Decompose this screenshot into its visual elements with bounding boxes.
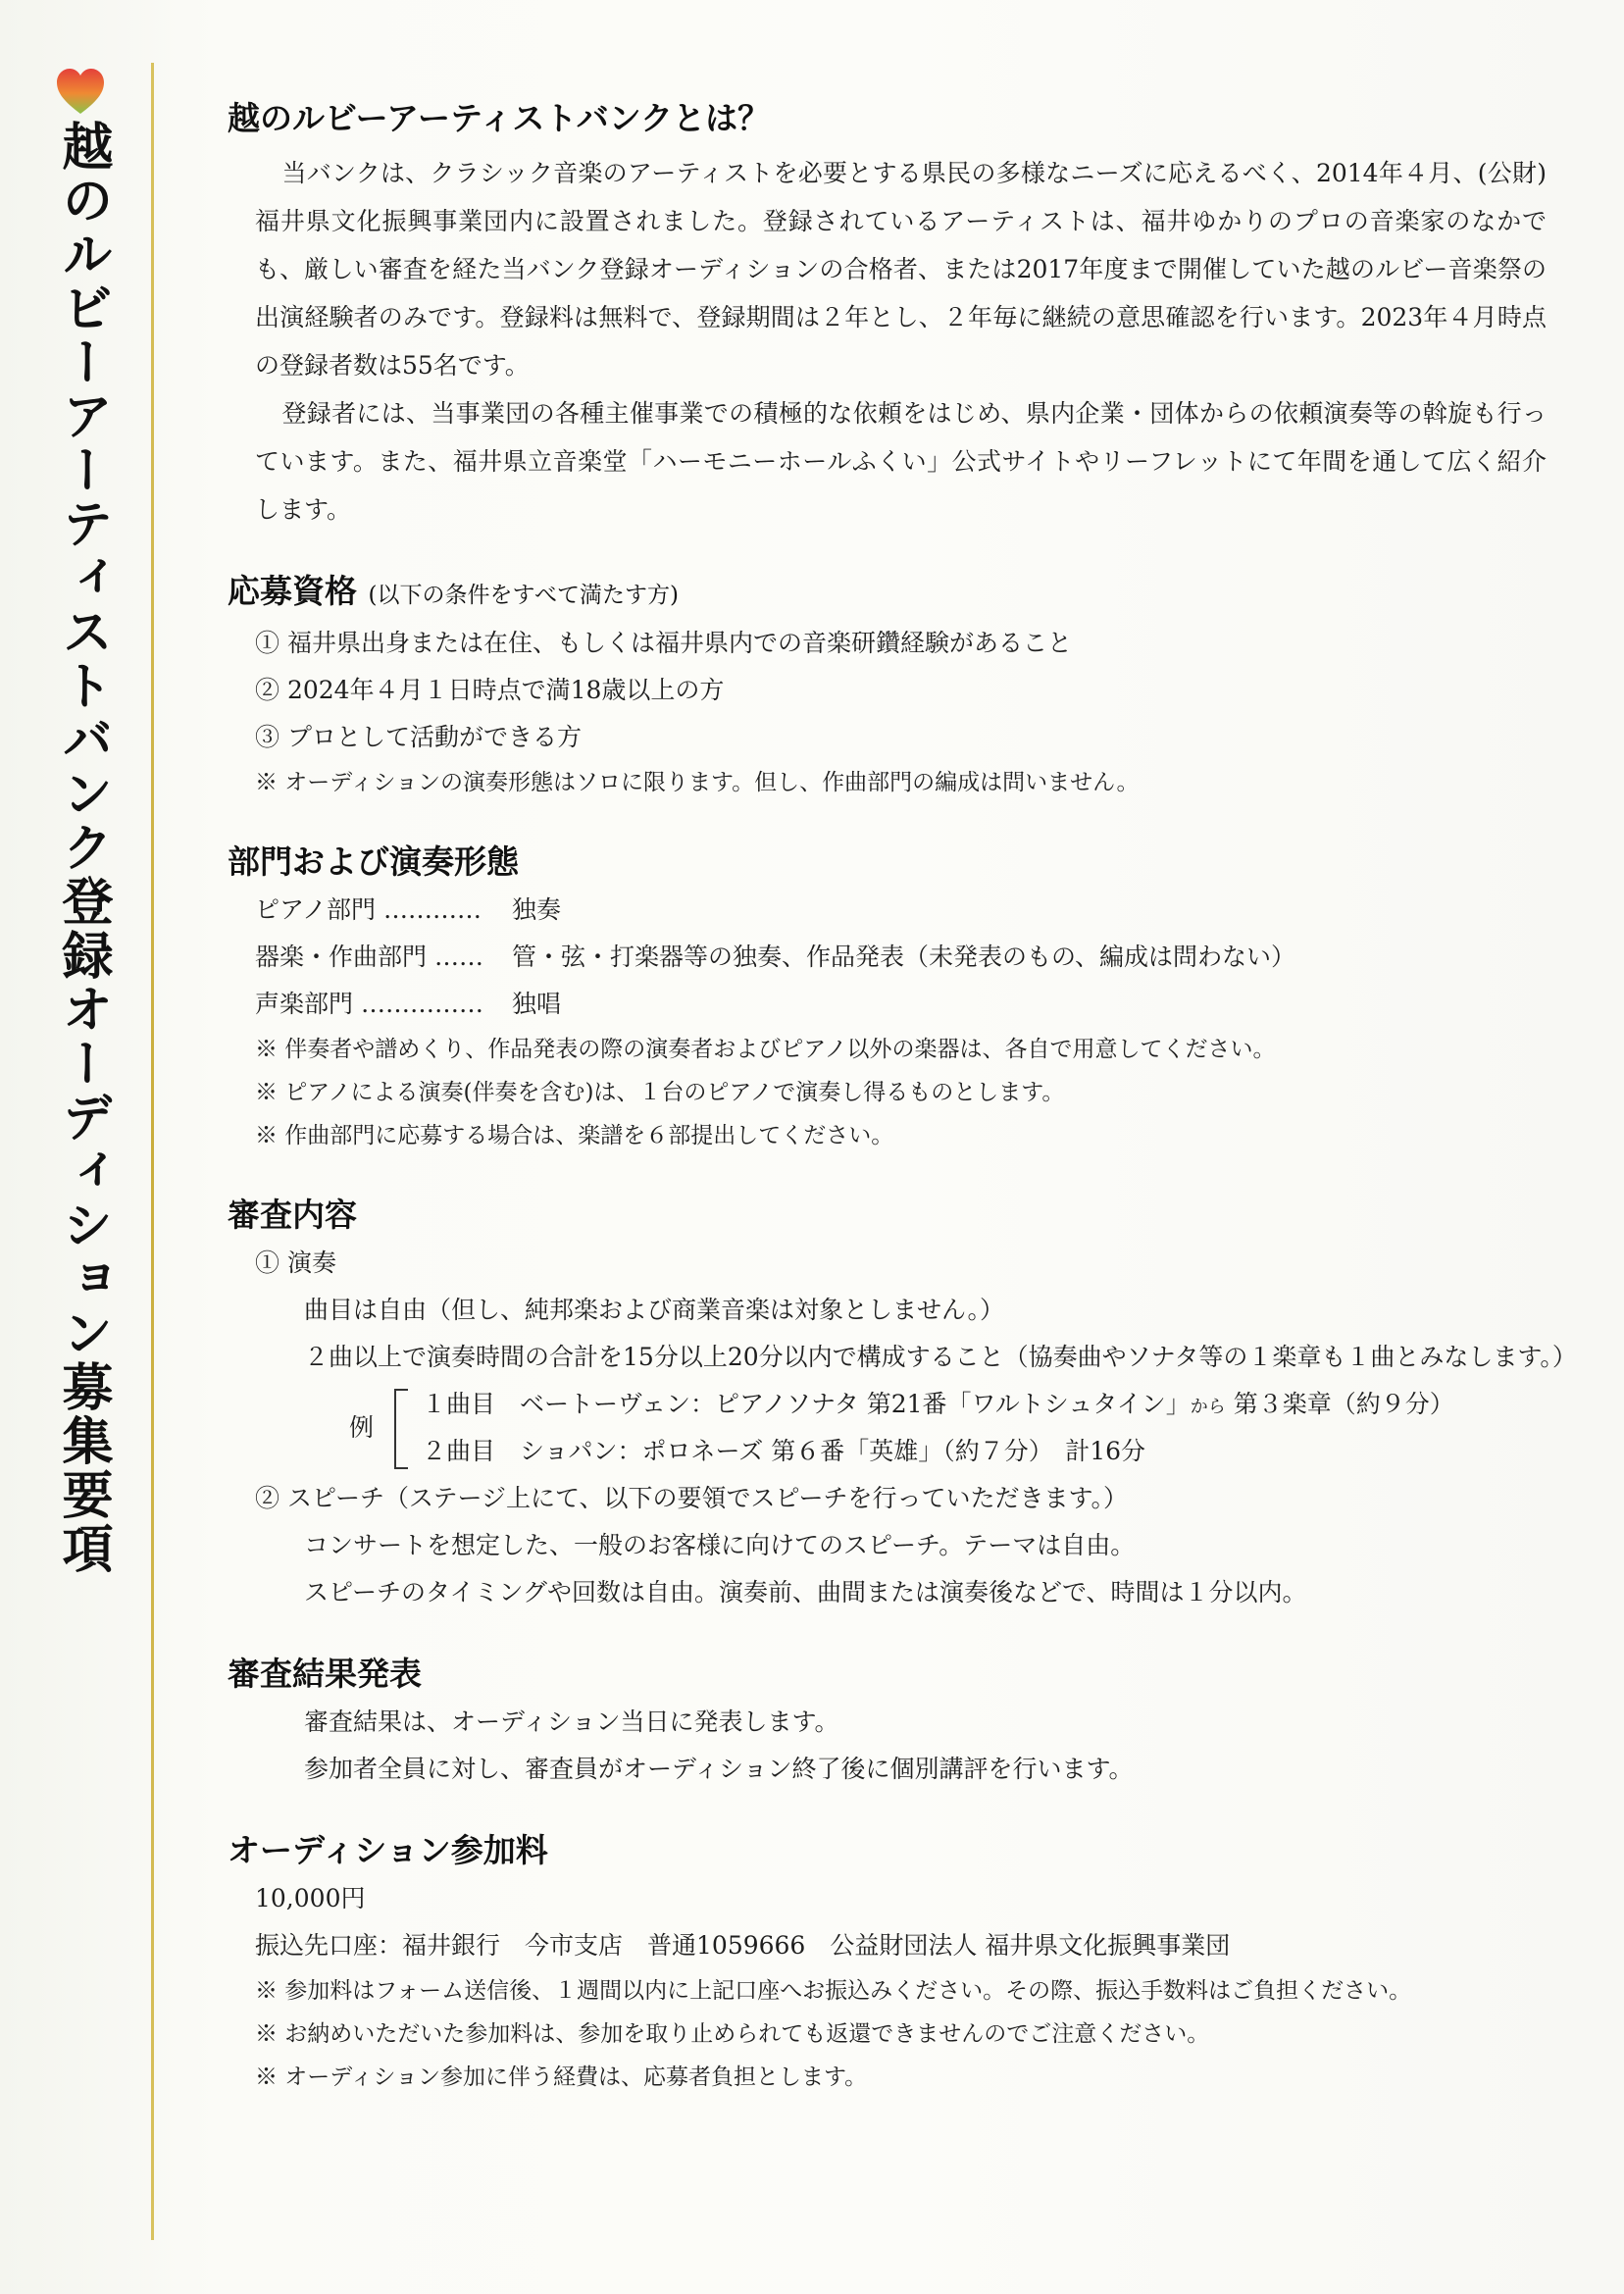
example-bracket <box>394 1389 408 1469</box>
fee-heading: オーディション参加料 <box>228 1831 548 1869</box>
division-label: 声楽部門 …………… <box>255 990 483 1018</box>
division-value: 管・弦・打楽器等の独奏、作品発表（未発表のもの、編成は問わない） <box>512 943 1296 971</box>
about-section <box>228 94 1547 534</box>
eligibility-section <box>228 567 1547 804</box>
heart-icon <box>55 67 106 116</box>
fee-amount: 10,000円 <box>255 1884 366 1912</box>
eligibility-item: ① 福井県出身または在住、もしくは福井県内での音楽研鑽経験があること <box>255 629 1072 657</box>
bank-account: 振込先口座：福井銀行 今市支店 普通1059666 公益財団法人 福井県文化振興事業団 <box>255 1931 1231 1960</box>
division-label: ピアノ部門 ………… <box>255 895 482 924</box>
division-row <box>255 934 1547 981</box>
eligibility-subtitle: (以下の条件をすべて満たす方) <box>368 583 679 608</box>
program-example <box>349 1381 1547 1475</box>
about-paragraph-1: 当バンクは、クラシック音楽のアーティストを必要とする県民の多様なニーズに応えるべく、2014年４月、(公財)福井県文化振興事業団内に設置されました。登録されているアーティストは、福井ゆかりのプロの音楽家のなかでも、厳しい審査を経た当バンク登録オーディションの合格者、または2017年度まで開催していた越のルビー音楽祭の出演経験者のみです。登録料は無料で、登録期間は２年とし、２年毎に継続の意思確認を行います。2023年４月時点の登録者数は55名です。 <box>255 159 1547 380</box>
eligibility-item: ② 2024年４月１日時点で満18歳以上の方 <box>255 676 725 704</box>
results-line: 参加者全員に対し、審査員がオーディション終了後に個別講評を行います。 <box>304 1755 1134 1783</box>
example-piece-1: １曲目 ベートーヴェン：ピアノソナタ 第21番「ワルトシュタイン」 <box>422 1390 1191 1418</box>
speech-line: スピーチのタイミングや回数は自由。演奏前、曲間または演奏後などで、時間は１分以内。 <box>304 1578 1307 1606</box>
review-heading: 審査内容 <box>228 1196 357 1234</box>
performance-title: ① 演奏 <box>255 1249 336 1277</box>
divisions-heading: 部門および演奏形態 <box>228 842 519 881</box>
vertical-rule <box>151 63 154 2240</box>
example-line-2: ２曲目 ショパン：ポロネーズ 第６番「英雄」（約７分） 計16分 <box>422 1437 1146 1465</box>
speech-line: コンサートを想定した、一般のお客様に向けてのスピーチ。テーマは自由。 <box>304 1531 1136 1559</box>
eligibility-heading <box>228 567 1547 620</box>
fee-note: ※ 参加料はフォーム送信後、１週間以内に上記口座へお振込みください。その際、振込手数料はご負担ください。 <box>255 1978 1412 2004</box>
fee-note: ※ お納めいただいた参加料は、参加を取り止められても返還できませんのでご注意ください。 <box>255 2021 1210 2047</box>
about-paragraph-2: 登録者には、当事業団の各種主催事業での積極的な依頼をはじめ、県内企業・団体からの依頼演奏等の斡旋も行っています。また、福井県立音楽堂「ハーモニーホールふくい」公式サイトやリーフレットにて年間を通して広く紹介します。 <box>255 399 1547 524</box>
divisions-section <box>228 838 1547 1157</box>
performance-line: ２曲以上で演奏時間の合計を15分以上20分以内で構成すること（協奏曲やソナタ等の１楽章も１曲とみなします。） <box>304 1343 1577 1371</box>
results-heading: 審査結果発表 <box>228 1655 422 1693</box>
eligibility-item: ③ プロとして活動ができる方 <box>255 723 582 751</box>
example-label: 例 <box>349 1413 375 1442</box>
division-row <box>255 981 1547 1028</box>
about-heading: 越のルビーアーティストバンクとは？ <box>228 99 771 137</box>
performance-line: 曲目は自由（但し、純邦楽および商業音楽は対象としません。） <box>304 1296 1005 1324</box>
division-note: ※ 伴奏者や譜めくり、作品発表の際の演奏者およびピアノ以外の楽器は、各自で用意してください。 <box>255 1037 1276 1062</box>
division-note: ※ 作曲部門に応募する場合は、楽譜を６部提出してください。 <box>255 1123 894 1148</box>
fee-section <box>228 1826 1547 2099</box>
division-value: 独奏 <box>512 895 562 924</box>
results-line: 審査結果は、オーディション当日に発表します。 <box>304 1708 839 1736</box>
example-movement: 第３楽章（約９分） <box>1225 1390 1454 1418</box>
example-line-1 <box>422 1381 1454 1431</box>
example-from: から <box>1190 1397 1226 1417</box>
vertical-title: 越のルビーアーティストバンク登録オーディション募集要項 <box>53 120 113 1576</box>
eligibility-note: ※ オーディションの演奏形態はソロに限ります。但し、作曲部門の編成は問いません。 <box>255 770 1140 795</box>
results-section <box>228 1650 1547 1793</box>
review-section <box>228 1191 1577 1616</box>
division-row <box>255 887 1547 934</box>
division-label: 器楽・作曲部門 …… <box>255 943 483 971</box>
main-content <box>228 94 1577 2099</box>
speech-title: ② スピーチ（ステージ上にて、以下の要領でスピーチを行っていただきます。） <box>255 1484 1128 1512</box>
eligibility-title: 応募資格 <box>228 572 357 610</box>
fee-note: ※ オーディション参加に伴う経費は、応募者負担とします。 <box>255 2065 868 2090</box>
division-note: ※ ピアノによる演奏(伴奏を含む)は、１台のピアノで演奏し得るものとします。 <box>255 1080 1065 1105</box>
division-value: 独唱 <box>512 990 562 1018</box>
